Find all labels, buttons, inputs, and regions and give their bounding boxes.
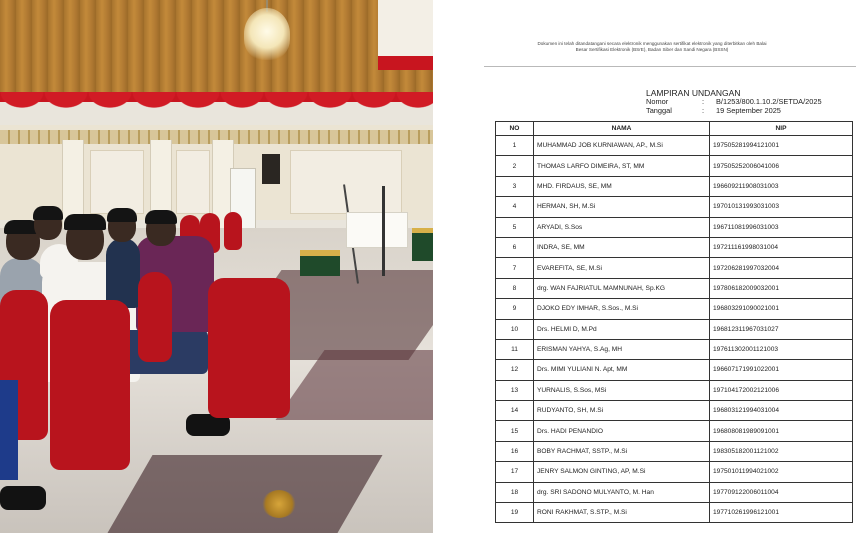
- floor-emblem-icon: [262, 490, 296, 518]
- cell-nama: Drs. HADI PENANDIO: [534, 421, 710, 441]
- table-row: [496, 503, 853, 523]
- cell-nip: 196607171991022001: [710, 360, 853, 380]
- table-row: [496, 339, 853, 359]
- column-header-nama: NAMA: [534, 122, 710, 136]
- red-chair: [138, 272, 172, 362]
- table-row: [496, 319, 853, 339]
- cell-nama: YURNALIS, S.Sos, MSi: [534, 380, 710, 400]
- cell-no: 12: [496, 360, 534, 380]
- table-row: [496, 482, 853, 502]
- cell-no: 11: [496, 339, 534, 359]
- floor-inlay: [107, 455, 382, 533]
- red-chair: [50, 300, 130, 470]
- cell-nama: drg. SRI SADONO MULYANTO, M. Han: [534, 482, 710, 502]
- cell-nama: Drs. MIMI YULIANI N. Apt, MM: [534, 360, 710, 380]
- cell-nama: MUHAMMAD JOB KURNIAWAN, AP., M.Si: [534, 136, 710, 156]
- chandelier-icon: [244, 8, 290, 60]
- shoe: [0, 486, 46, 510]
- table-row: [496, 299, 853, 319]
- cell-nip: 197501011994021002: [710, 462, 853, 482]
- table-row: [496, 217, 853, 237]
- cell-no: 7: [496, 258, 534, 278]
- green-ottoman: [300, 250, 340, 276]
- cell-no: 8: [496, 278, 534, 298]
- table-row: [496, 237, 853, 257]
- invitation-attachment-document: [440, 0, 866, 533]
- table-row: [496, 258, 853, 278]
- table-row: [496, 380, 853, 400]
- column-header-nip: NIP: [710, 122, 853, 136]
- cell-nama: RUDYANTO, SH, M.Si: [534, 401, 710, 421]
- cell-nip: 197505281994121001: [710, 136, 853, 156]
- esign-note: Dokumen ini telah ditandatangani secara elektronik menggunakan sertifikat elektronik yang diterbitkan oleh Balai Besar Sertifikasi Elektronik (BSrE), Badan Siber dan Sandi Negara (BSSN): [537, 41, 767, 52]
- cell-no: 13: [496, 380, 534, 400]
- wall-panel: [90, 150, 144, 214]
- nomor-label: Nomor: [646, 97, 669, 106]
- cell-nama: EVAREFITA, SE, M.Si: [534, 258, 710, 278]
- cell-no: 3: [496, 176, 534, 196]
- cell-nip: 197806182009032001: [710, 278, 853, 298]
- cell-nama: JENRY SALMON GINTING, AP, M.Si: [534, 462, 710, 482]
- red-chair: [224, 212, 242, 250]
- cell-no: 2: [496, 156, 534, 176]
- column-header-no: NO: [496, 122, 534, 136]
- cell-nama: DJOKO EDY IMHAR, S.Sos., M.Si: [534, 299, 710, 319]
- tanggal-value: 19 September 2025: [716, 106, 781, 115]
- cell-nip: 196711081996031003: [710, 217, 853, 237]
- cell-nama: ERISMAN YAHYA, S.Ag, MH: [534, 339, 710, 359]
- cell-nip: 197211161998031004: [710, 237, 853, 257]
- cell-nip: 197206281997032004: [710, 258, 853, 278]
- cell-no: 18: [496, 482, 534, 502]
- cell-nip: 197104172002121006: [710, 380, 853, 400]
- cell-nama: RONI RAKHMAT, S.STP., M.Si: [534, 503, 710, 523]
- nomor-value: B/1253/800.1.10.2/SETDA/2025: [716, 97, 822, 106]
- cell-nip: 196803121994031004: [710, 401, 853, 421]
- table-row: [496, 401, 853, 421]
- table-row: [496, 176, 853, 196]
- cell-nip: 197710261996121001: [710, 503, 853, 523]
- cell-no: 16: [496, 441, 534, 461]
- cell-no: 10: [496, 319, 534, 339]
- cell-nip: 197709122006011004: [710, 482, 853, 502]
- cell-no: 17: [496, 462, 534, 482]
- cell-no: 4: [496, 197, 534, 217]
- cell-nama: drg. WAN FAJRIATUL MAMNUNAH, Sp.KG: [534, 278, 710, 298]
- cell-no: 5: [496, 217, 534, 237]
- cell-no: 9: [496, 299, 534, 319]
- table-row: [496, 462, 853, 482]
- cell-nama: BOBY RACHMAT, SSTP., M.Si: [534, 441, 710, 461]
- tanggal-separator: :: [702, 106, 705, 115]
- divider: [484, 66, 856, 67]
- cell-no: 19: [496, 503, 534, 523]
- ceiling: [378, 0, 433, 62]
- table-row: [496, 441, 853, 461]
- cell-nama: MHD. FIRDAUS, SE, MM: [534, 176, 710, 196]
- cell-nip: 196812311967031027: [710, 319, 853, 339]
- cell-nip: 196803291090021001: [710, 299, 853, 319]
- red-drape-swags: [0, 92, 433, 122]
- cell-nama: ARYADI, S.Sos: [534, 217, 710, 237]
- attendee-table: [495, 121, 853, 523]
- cell-no: 14: [496, 401, 534, 421]
- cell-no: 15: [496, 421, 534, 441]
- green-ottoman: [412, 228, 433, 261]
- white-table: [346, 212, 408, 248]
- red-chair: [208, 278, 290, 418]
- cell-nip: 197611302001121003: [710, 339, 853, 359]
- cell-nip: 196609211908031003: [710, 176, 853, 196]
- cell-nip: 197505252006041006: [710, 156, 853, 176]
- table-row: [496, 278, 853, 298]
- table-row: [496, 136, 853, 156]
- cell-nama: INDRA, SE, MM: [534, 237, 710, 257]
- table-row: [496, 156, 853, 176]
- nomor-line: [646, 97, 822, 106]
- wall-panel: [176, 150, 210, 214]
- cell-nama: Drs. HELMI D, M.Pd: [534, 319, 710, 339]
- table-row: [496, 360, 853, 380]
- blue-garment: [0, 380, 18, 480]
- cell-nama: THOMAS LARFO DIMEIRA, ST, MM: [534, 156, 710, 176]
- wood-panel-wall: [0, 0, 433, 100]
- nomor-separator: :: [702, 97, 705, 106]
- table-row: [496, 421, 853, 441]
- red-drape-right: [378, 56, 433, 70]
- cell-nip: 197010131993031003: [710, 197, 853, 217]
- cell-nama: HERMAN, SH, M.Si: [534, 197, 710, 217]
- document-heading: LAMPIRAN UNDANGAN: [646, 88, 741, 98]
- speaker: [262, 154, 280, 184]
- cell-nip: 196808081989091001: [710, 421, 853, 441]
- table-row: [496, 197, 853, 217]
- cell-nip: 198305182001121002: [710, 441, 853, 461]
- cell-no: 1: [496, 136, 534, 156]
- tanggal-line: [646, 106, 781, 115]
- cell-no: 6: [496, 237, 534, 257]
- tanggal-label: Tanggal: [646, 106, 672, 115]
- podium-stand: [382, 186, 385, 276]
- table-header-row: [496, 122, 853, 136]
